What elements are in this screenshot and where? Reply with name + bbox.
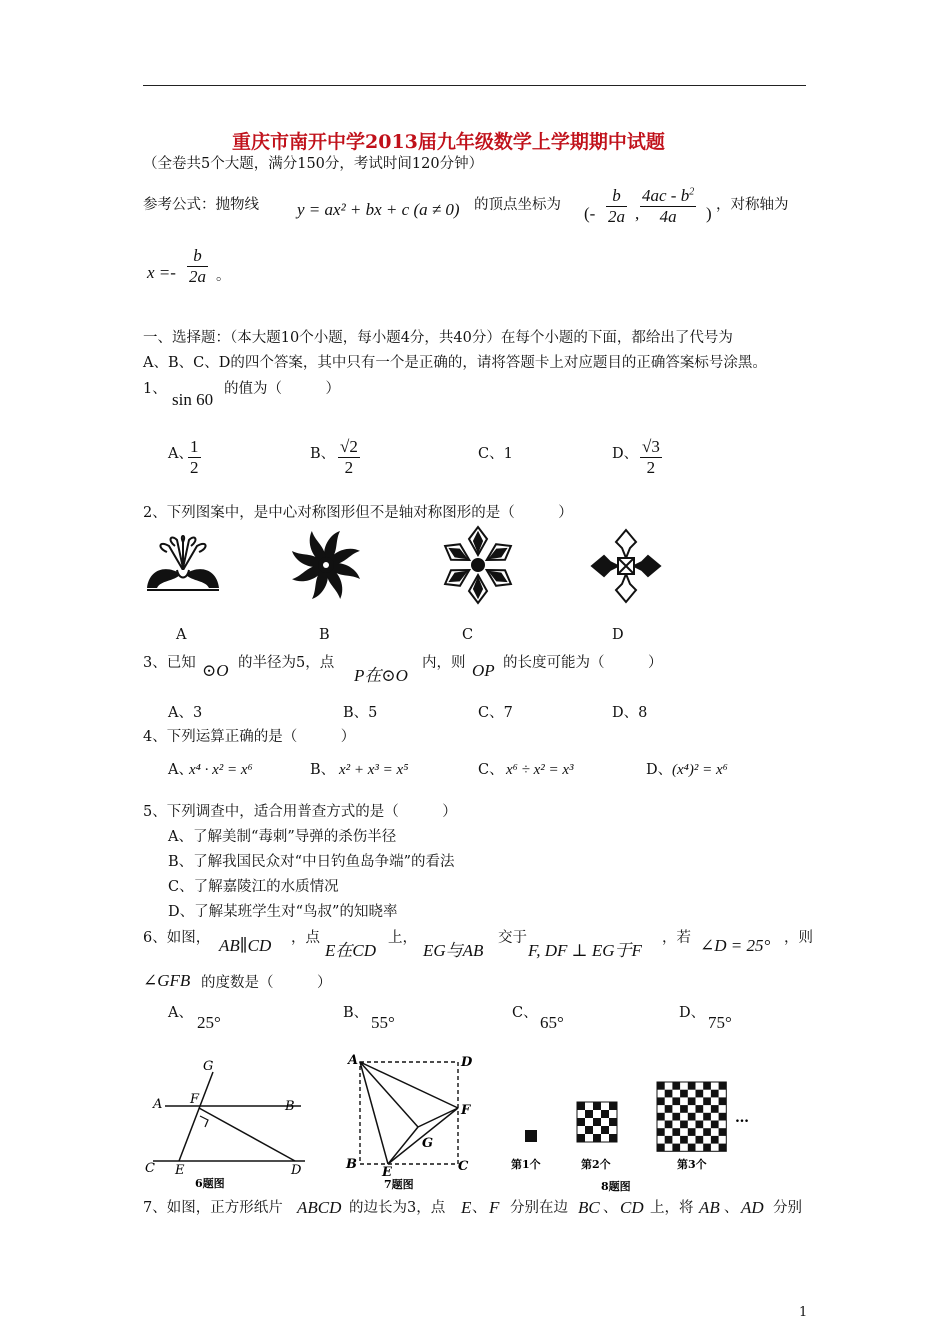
q7-sep3: 、 [724,1200,739,1216]
fig7-label-b: B [346,1157,357,1172]
checker-square [672,1082,680,1090]
checker-square [672,1128,680,1136]
fig7-label-d: D [461,1055,473,1070]
vertex-x-fraction: $\frac{b}{2a}$ [608,186,625,226]
formula-suffix: ，对称轴为 [716,197,789,213]
q2-label-c: C [462,627,474,643]
checker-square [657,1144,665,1152]
q6-pre: 6、如图， [143,930,211,946]
fig8-caption: 8题图 [601,1180,631,1193]
checker-square [696,1121,704,1129]
fig6-label-f: F [190,1092,200,1107]
vertex-comma: , [635,204,640,223]
q3-option-d: D、8 [612,705,648,721]
checker-square [672,1113,680,1121]
fig7-label-f: F [461,1103,471,1118]
checker-square [657,1097,665,1105]
q4-b-value: x² + x³ = x⁵ [339,762,409,778]
checker-square [577,1102,585,1110]
checker-square [711,1105,719,1113]
fig7-caption: 7题图 [384,1178,414,1191]
q6-t5: ，则 [784,930,813,946]
checker-square [696,1090,704,1098]
checker-square [711,1136,719,1144]
checker-square [703,1113,711,1121]
q5-option-a: A、了解美制“毒刺”导弹的杀伤半径 [168,829,397,845]
checker-square [657,1113,665,1121]
checker-square [665,1121,673,1129]
formula-prefix: 参考公式：抛物线 [143,197,259,213]
q6-d-value: 75° [708,1013,732,1032]
checker-square [585,1126,593,1134]
q1-option-d: D、 [612,446,639,462]
axis-equation-lhs: x =- [147,263,176,282]
fig8-ellipsis: … [735,1110,749,1126]
checker-square [711,1090,719,1098]
fig7-label-e: E [382,1165,392,1180]
checker-square [696,1136,704,1144]
formula-end: 。 [216,268,231,284]
section1-line1: 一、选择题：（本大题10个小题，每小题4分，共40分）在每个小题的下面，都给出了代号为 [143,330,733,346]
q7-abcd: ABCD [297,1198,342,1217]
q7-bc: BC [578,1198,600,1217]
checker-square [657,1128,665,1136]
checker-square [719,1113,727,1121]
q6-t4: ，若 [662,930,691,946]
q3-mid1: 的半径为5，点 [238,655,335,671]
q3-op: OP [472,661,495,680]
parabola-equation: y = ax² + bx + c (a ≠ 0) [297,200,460,219]
figure-8 [505,1070,760,1194]
q7-ab: AB [699,1198,720,1217]
q6-a-value: 25° [197,1013,221,1032]
header-rule [143,85,806,86]
q1-d-value: $\frac{√3}{2}$ [642,437,660,477]
q1-stem: 的值为（ ） [224,381,340,397]
q1-b-value: $\frac{√2}{2}$ [340,437,358,477]
q3-option-b: B、5 [343,705,378,721]
q4-stem: 4、下列运算正确的是（ ） [143,729,356,745]
fig8-pattern-2 [577,1102,617,1142]
q4-a-value: x⁴ · x² = x⁶ [189,762,253,778]
q3-post: 的长度可能为（ ） [503,655,663,671]
checker-square [703,1097,711,1105]
q3-option-c: C、7 [478,705,513,721]
q4-c-value: x⁶ ÷ x² = x³ [506,762,574,778]
q6-t1: ，点 [291,930,320,946]
checker-square [672,1144,680,1152]
q6-t3: 交于 [498,930,527,946]
q7-t2: 分别在边 [510,1200,568,1216]
q2-pattern-d [590,528,662,604]
checker-square [688,1113,696,1121]
checker-square [665,1090,673,1098]
q6-c-value: 65° [540,1013,564,1032]
vertex-y-fraction: $\frac{4ac - b^2}{4a}$ [642,186,695,226]
q4-option-b: B、 [310,762,336,778]
checker-square [601,1110,609,1118]
figure-6 [143,1058,313,1193]
checker-square [577,1118,585,1126]
checker-square [609,1102,617,1110]
q7-t3: 上，将 [650,1200,694,1216]
checker-square [688,1097,696,1105]
fig7-label-c: C [458,1159,469,1174]
q3-point-in: P在⊙O [354,666,408,685]
q7-e: E [461,1198,472,1217]
q2-label-a: A [176,627,187,643]
q1-option-a: A、 [168,446,193,462]
q1-option-b: B、 [310,446,336,462]
checker-square [696,1105,704,1113]
figure-7 [340,1052,480,1194]
checker-square [703,1082,711,1090]
fig8-pattern-3 [657,1082,726,1151]
checker-square [680,1090,688,1098]
q2-label-d: D [612,627,624,643]
q7-pre: 7、如图，正方形纸片 [143,1200,283,1216]
fig7-label-a: A [348,1053,359,1068]
checker-square [609,1118,617,1126]
checker-square [680,1121,688,1129]
q5-option-b: B、了解我国民众对“中日钓鱼岛争端”的看法 [168,854,455,870]
checker-square [593,1118,601,1126]
q4-option-d: D、 [646,762,673,778]
q6-t2: 上， [388,930,417,946]
q7-cd: CD [620,1198,644,1217]
q7-t1: 的边长为3，点 [349,1200,446,1216]
fig6-label-a: A [153,1097,163,1112]
checker-square [680,1136,688,1144]
fig7-label-g: G [422,1136,434,1151]
q4-option-a: A、 [168,762,193,778]
q2-pattern-c [440,525,516,605]
q6-eg-ab: EG与AB [423,941,484,960]
checker-square [719,1082,727,1090]
fig6-label-b: B [285,1099,295,1114]
q2-label-b: B [319,627,330,643]
q2-stem: 2、下列图案中，是中心对称图形但不是轴对称图形的是（ ） [143,505,573,521]
q6-b-value: 55° [371,1013,395,1032]
q6-e-on-cd: E在CD [325,941,376,960]
q2-pattern-a [143,530,223,600]
fig8-label-2: 第2个 [581,1158,611,1171]
q7-ad: AD [741,1198,764,1217]
checker-square [657,1082,665,1090]
q5-stem: 5、下列调查中，适合用普查方式的是（ ） [143,804,457,820]
checker-square [593,1134,601,1142]
q6-t6: 的度数是（ ） [201,975,332,991]
q7-sep2: 、 [603,1200,618,1216]
q1-number: 1、 [143,381,167,397]
section1-line2: A、B、C、D的四个答案，其中只有一个是正确的，请将答题卡上对应题目的正确答案标号涂黑。 [143,355,767,371]
checker-square [688,1128,696,1136]
q3-option-a: A、3 [168,705,203,721]
checker-square [601,1126,609,1134]
checker-square [593,1102,601,1110]
checker-square [665,1105,673,1113]
q1-option-c: C、1 [478,446,513,462]
checker-square [711,1121,719,1129]
q3-circle: ⊙O [202,661,229,680]
q6-option-a: A、 [168,1005,193,1021]
q6-df-eg: F, DF ⊥ EG于F [528,941,642,960]
fig6-caption: 6题图 [195,1177,225,1190]
q5-option-d: D、了解某班学生对“鸟叔”的知晓率 [168,904,398,920]
checker-square [609,1134,617,1142]
fig8-label-1: 第1个 [511,1158,541,1171]
checker-square [688,1144,696,1152]
q6-angle-gfb: ∠GFB [143,971,191,990]
q2-pattern-b [292,525,360,605]
q6-angle-d: ∠D = 25° [700,936,771,955]
q1-a-value: $\frac{1}{2}$ [190,437,199,477]
axis-fraction: $\frac{b}{2a}$ [189,246,206,286]
checker-square [680,1105,688,1113]
q6-option-d: D、 [679,1005,706,1021]
fig8-label-3: 第3个 [677,1158,707,1171]
q6-option-c: C、 [512,1005,538,1021]
fig8-pattern-1 [525,1130,537,1142]
fig6-label-g: G [203,1059,214,1074]
q3-pre: 3、已知 [143,655,196,671]
checker-square [688,1082,696,1090]
fig6-label-c: C [145,1161,155,1176]
q7-sep1: 、 [472,1200,487,1216]
fig6-label-e: E [175,1163,185,1178]
vertex-close: ) [706,204,712,223]
fig6-label-d: D [291,1163,302,1178]
q6-option-b: B、 [343,1005,369,1021]
formula-mid: 的顶点坐标为 [474,197,561,213]
q3-mid2: 内，则 [422,655,466,671]
page-subtitle: （全卷共5个大题，满分150分，考试时间120分钟） [143,156,484,172]
checker-square [665,1136,673,1144]
checker-square [703,1144,711,1152]
q5-option-c: C、了解嘉陵江的水质情况 [168,879,339,895]
vertex-open: (- [584,204,596,223]
checker-square [703,1128,711,1136]
q4-option-c: C、 [478,762,504,778]
page-number: 1 [799,1305,808,1320]
page-title: 重庆市南开中学2013届九年级数学上学期期中试题 [232,131,665,153]
q1-expression: sin 60 [172,390,214,409]
q7-t4: 分别 [773,1200,802,1216]
checker-square [577,1134,585,1142]
q6-parallel: AB∥CD [219,936,272,955]
q7-f: F [489,1198,500,1217]
checker-square [719,1128,727,1136]
checker-square [719,1144,727,1152]
checker-square [672,1097,680,1105]
q4-d-value: (x⁴)² = x⁶ [672,762,728,778]
checker-square [585,1110,593,1118]
checker-square [719,1097,727,1105]
